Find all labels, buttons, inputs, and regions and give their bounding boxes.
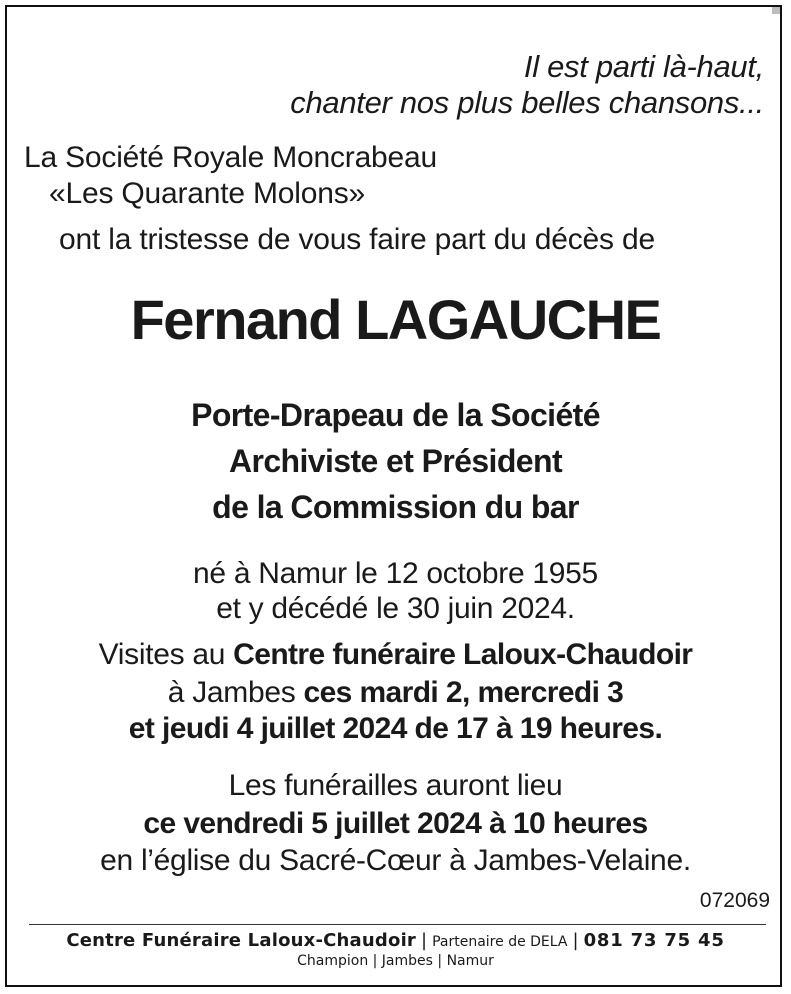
quote-line-1: Il est parti là-haut, bbox=[523, 49, 764, 84]
quote-line-2: chanter nos plus belles chansons... bbox=[290, 85, 764, 120]
announcement: ont la tristesse de vous faire part du décès de bbox=[59, 223, 655, 256]
reference-number: 072069 bbox=[699, 889, 770, 912]
footer-separator-1: | bbox=[421, 930, 428, 951]
visits-line-1 bbox=[7, 638, 784, 672]
visits-days: ces mardi 2, mercredi 3 bbox=[303, 676, 624, 709]
society-name: La Société Royale Moncrabeau bbox=[24, 141, 437, 174]
footer-separator-2: | bbox=[572, 930, 579, 951]
corner-mark bbox=[772, 7, 780, 14]
visits-line-2 bbox=[7, 676, 784, 710]
birth-line: né à Namur le 12 octobre 1955 bbox=[193, 557, 598, 590]
footer-company: Centre Funéraire Laloux-Chaudoir bbox=[66, 930, 417, 951]
visits-venue: Centre funéraire Laloux-Chaudoir bbox=[233, 638, 693, 671]
footer-partner: Partenaire de DELA bbox=[432, 934, 568, 950]
funeral-intro: Les funérailles auront lieu bbox=[228, 769, 563, 802]
role-line-3: de la Commission du bar bbox=[212, 489, 579, 525]
visits-location: à Jambes bbox=[167, 676, 304, 709]
funeral-place: en l’église du Sacré-Cœur à Jambes-Velaine. bbox=[100, 844, 691, 877]
death-line: et y décédé le 30 juin 2024. bbox=[216, 592, 575, 625]
role-line-2: Archiviste et Président bbox=[229, 443, 562, 479]
footer-divider bbox=[29, 924, 766, 925]
footer-line-1 bbox=[7, 930, 784, 951]
footer-phone: 081 73 75 45 bbox=[583, 930, 725, 951]
deceased-name: Fernand LAGAUCHE bbox=[130, 288, 661, 351]
obituary-notice bbox=[5, 5, 782, 987]
funeral-date-line bbox=[7, 807, 784, 841]
visits-schedule: et jeudi 4 juillet 2024 de 17 à 19 heures. bbox=[128, 712, 663, 745]
visits-line-3 bbox=[7, 712, 784, 746]
footer-locations: Champion | Jambes | Namur bbox=[297, 953, 494, 969]
society-nickname: «Les Quarante Molons» bbox=[49, 177, 366, 210]
role-line-1: Porte-Drapeau de la Société bbox=[191, 397, 600, 433]
visits-prefix: Visites au bbox=[98, 638, 234, 671]
funeral-date: ce vendredi 5 juillet 2024 à 10 heures bbox=[143, 807, 648, 840]
